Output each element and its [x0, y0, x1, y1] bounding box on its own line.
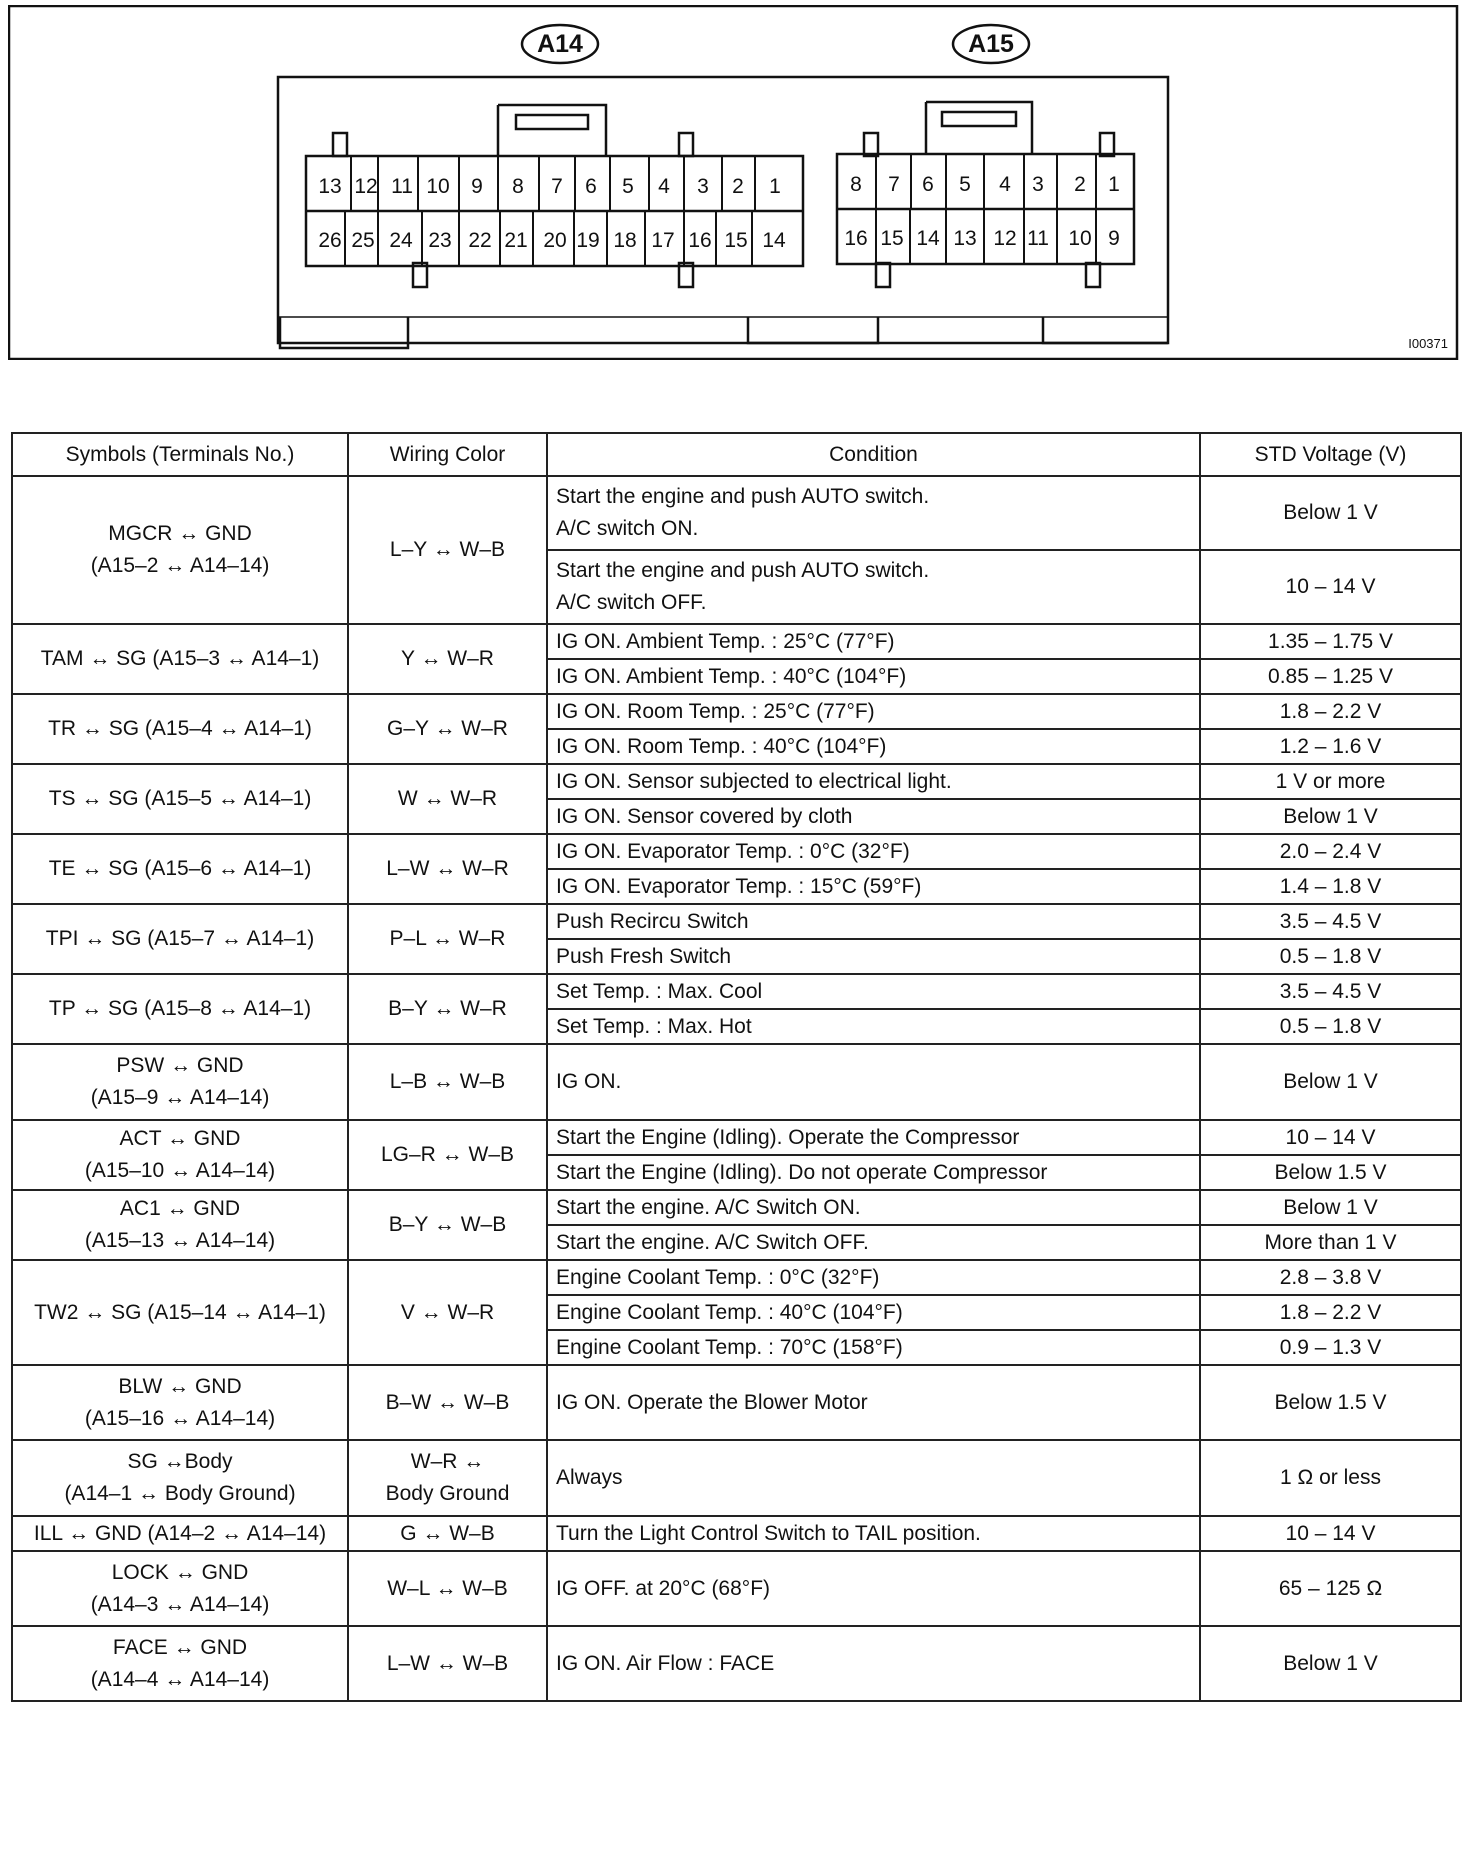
std-voltage-cell: [1200, 624, 1461, 659]
a15-key-tab: [1086, 263, 1100, 287]
condition-cell: [547, 1190, 1200, 1225]
std-voltage-cell: [1200, 1551, 1461, 1626]
symbol-cell: [12, 1044, 348, 1120]
condition-text: Always: [556, 1466, 623, 1489]
std-voltage-cell: [1200, 834, 1461, 869]
condition-cell: [547, 1626, 1200, 1701]
std-voltage-text: 1.35 – 1.75 V: [1268, 629, 1393, 653]
std-voltage-text: Below 1 V: [1283, 501, 1378, 524]
pin-number: 9: [471, 175, 483, 198]
std-voltage-text: 65 – 125 Ω: [1278, 1576, 1383, 1600]
condition-text: Set Temp. : Max. Hot: [556, 1014, 752, 1038]
wiring-color-cell: [348, 834, 547, 904]
pin-number: 4: [999, 173, 1011, 196]
std-voltage-text: 0.5 – 1.8 V: [1279, 944, 1382, 968]
condition-cell: [547, 624, 1200, 659]
symbol-text: TAM ↔ SG (A15–3 ↔ A14–1): [40, 647, 320, 670]
wiring-color-text: L–W ↔ W–B: [386, 1651, 509, 1675]
condition-cell: [547, 729, 1200, 764]
a14-key-tab: [679, 133, 693, 156]
condition-cell: [547, 1551, 1200, 1626]
condition-cell: [547, 904, 1200, 939]
pin-number: 14: [916, 227, 940, 250]
pin-number: 8: [512, 175, 524, 198]
std-voltage-cell: [1200, 1044, 1461, 1120]
condition-text: Push Recircu Switch: [556, 909, 749, 933]
pin-number: 11: [1027, 227, 1049, 250]
symbol-cell: [12, 764, 348, 834]
std-voltage-text: 0.85 – 1.25 V: [1268, 664, 1393, 688]
pin-number: 13: [318, 175, 342, 198]
connector-label-a15: A15: [968, 30, 1014, 58]
condition-cell: [547, 1365, 1200, 1440]
condition-text: IG ON. Evaporator Temp. : 0°C (32°F): [556, 839, 910, 863]
pin-number: 20: [543, 229, 567, 252]
pin-number: 25: [351, 229, 375, 252]
pin-number: 1: [769, 175, 781, 198]
std-voltage-cell: [1200, 764, 1461, 799]
condition-text: IG ON. Sensor covered by cloth: [556, 804, 853, 828]
condition-cell: [547, 1009, 1200, 1044]
std-voltage-cell: [1200, 550, 1461, 624]
header-condition: Condition: [547, 433, 1200, 476]
std-voltage-text: Below 1 V: [1283, 1195, 1378, 1219]
std-voltage-cell: [1200, 939, 1461, 974]
std-voltage-text: 1 V or more: [1275, 769, 1386, 793]
condition-cell: [547, 799, 1200, 834]
pin-number: 23: [428, 229, 452, 252]
table-header-row: [12, 433, 1461, 476]
std-voltage-text: Below 1.5 V: [1274, 1160, 1387, 1184]
std-voltage-cell: [1200, 1190, 1461, 1225]
symbol-text: MGCR ↔ GND (A15–2 ↔ A14–14): [90, 522, 270, 577]
std-voltage-cell: [1200, 1295, 1461, 1330]
pin-number: 10: [1068, 227, 1092, 250]
symbol-text: PSW ↔ GND (A15–9 ↔ A14–14): [90, 1054, 270, 1109]
std-voltage-cell: [1200, 799, 1461, 834]
std-voltage-text: 2.8 – 3.8 V: [1279, 1265, 1382, 1289]
condition-cell: [547, 1440, 1200, 1516]
wiring-color-cell: [348, 1626, 547, 1701]
condition-text: IG ON. Evaporator Temp. : 15°C (59°F): [556, 874, 922, 898]
symbol-text: TE ↔ SG (A15–6 ↔ A14–1): [48, 857, 312, 880]
std-voltage-cell: [1200, 869, 1461, 904]
std-voltage-text: 0.9 – 1.3 V: [1279, 1335, 1382, 1359]
pin-number: 14: [762, 229, 786, 252]
wiring-color-text: L–Y ↔ W–B: [389, 538, 506, 561]
pin-number: 8: [850, 173, 862, 196]
condition-text: Engine Coolant Temp. : 40°C (104°F): [556, 1300, 903, 1324]
pin-number: 15: [880, 227, 904, 250]
wiring-color-cell: [348, 1120, 547, 1190]
table-row: [12, 1044, 1461, 1120]
std-voltage-text: 10 – 14 V: [1285, 575, 1376, 598]
condition-cell: [547, 939, 1200, 974]
std-voltage-cell: [1200, 1260, 1461, 1295]
a15-key-tab: [876, 263, 890, 287]
table-row: [12, 1190, 1461, 1225]
wiring-color-text: B–W ↔ W–B: [385, 1390, 510, 1414]
header-symbols: Symbols (Terminals No.): [12, 433, 348, 476]
symbol-cell: [12, 1365, 348, 1440]
pin-number: 22: [468, 229, 492, 252]
condition-text: IG ON. Operate the Blower Motor: [556, 1390, 868, 1414]
pin-number: 18: [613, 229, 637, 252]
wiring-color-text: G–Y ↔ W–R: [387, 717, 508, 740]
table-row: [12, 764, 1461, 799]
wiring-color-cell: [348, 1044, 547, 1120]
symbol-cell: [12, 694, 348, 764]
std-voltage-text: 1.8 – 2.2 V: [1279, 1300, 1382, 1324]
condition-text: Start the engine. A/C Switch ON.: [556, 1195, 861, 1219]
symbol-text: AC1 ↔ GND (A15–13 ↔ A14–14): [84, 1197, 276, 1252]
std-voltage-text: 1.4 – 1.8 V: [1279, 874, 1382, 898]
condition-cell: [547, 659, 1200, 694]
pin-number: 26: [318, 229, 342, 252]
table-row: [12, 974, 1461, 1009]
pin-number: 3: [1032, 173, 1044, 196]
condition-text: Start the Engine (Idling). Operate the Compressor: [556, 1125, 1020, 1149]
symbol-text: LOCK ↔ GND (A14–3 ↔ A14–14): [90, 1560, 270, 1616]
wiring-color-cell: [348, 1365, 547, 1440]
pin-number: 7: [888, 173, 900, 196]
wiring-color-text: L–B ↔ W–B: [389, 1070, 506, 1093]
std-voltage-cell: [1200, 1120, 1461, 1155]
wiring-color-cell: [348, 624, 547, 694]
std-voltage-cell: [1200, 729, 1461, 764]
table-row: [12, 1551, 1461, 1626]
wiring-color-cell: [348, 1516, 547, 1551]
condition-cell: [547, 1120, 1200, 1155]
wiring-color-cell: [348, 1260, 547, 1365]
wiring-color-text: LG–R ↔ W–B: [380, 1143, 515, 1166]
symbol-text: SG ↔Body (A14–1 ↔ Body Ground): [64, 1450, 296, 1505]
std-voltage-cell: [1200, 1330, 1461, 1365]
condition-text: Turn the Light Control Switch to TAIL position.: [556, 1521, 981, 1545]
pin-number: 16: [844, 227, 868, 250]
condition-cell: [547, 764, 1200, 799]
condition-text: Start the Engine (Idling). Do not operate Compressor: [556, 1160, 1048, 1184]
a14-latch-slot: [516, 115, 588, 129]
symbol-text: BLW ↔ GND (A15–16 ↔ A14–14): [84, 1374, 276, 1430]
wiring-color-text: L–W ↔ W–R: [386, 857, 509, 880]
symbol-text: TW2 ↔ SG (A15–14 ↔ A14–1): [34, 1300, 326, 1324]
std-voltage-text: Below 1 V: [1283, 804, 1378, 828]
pin-number: 19: [576, 229, 600, 252]
condition-text: IG ON. Ambient Temp. : 40°C (104°F): [556, 664, 907, 688]
std-voltage-text: 10 – 14 V: [1285, 1521, 1376, 1545]
std-voltage-cell: [1200, 904, 1461, 939]
pin-number: 5: [959, 173, 971, 196]
std-voltage-text: 3.5 – 4.5 V: [1279, 979, 1382, 1003]
condition-text: Set Temp. : Max. Cool: [556, 979, 763, 1003]
symbol-text: ACT ↔ GND (A15–10 ↔ A14–14): [84, 1127, 276, 1182]
wiring-color-text: W–L ↔ W–B: [387, 1576, 508, 1600]
symbol-cell: [12, 834, 348, 904]
std-voltage-text: 1.2 – 1.6 V: [1279, 734, 1382, 758]
condition-cell: [547, 1225, 1200, 1260]
symbol-cell: [12, 1626, 348, 1701]
condition-text: IG ON. Room Temp. : 25°C (77°F): [556, 699, 875, 723]
condition-text: Engine Coolant Temp. : 70°C (158°F): [556, 1335, 903, 1359]
symbol-text: TPI ↔ SG (A15–7 ↔ A14–1): [45, 927, 315, 950]
wiring-color-text: P–L ↔ W–R: [389, 927, 506, 950]
std-voltage-text: Below 1 V: [1283, 1651, 1378, 1675]
std-voltage-text: 1.8 – 2.2 V: [1279, 699, 1382, 723]
condition-cell: [547, 1330, 1200, 1365]
std-voltage-cell: [1200, 1225, 1461, 1260]
std-voltage-text: 0.5 – 1.8 V: [1279, 1014, 1382, 1038]
pin-number: 2: [1074, 173, 1086, 196]
symbol-cell: [12, 1551, 348, 1626]
condition-text: IG OFF. at 20°C (68°F): [556, 1576, 771, 1600]
table-row: [12, 1626, 1461, 1701]
condition-text: IG ON. Ambient Temp. : 25°C (77°F): [556, 629, 895, 653]
symbol-text: TP ↔ SG (A15–8 ↔ A14–1): [48, 997, 312, 1020]
table-row: [12, 624, 1461, 659]
condition-text: IG ON. Room Temp. : 40°C (104°F): [556, 734, 887, 758]
pin-number: 12: [993, 227, 1017, 250]
std-voltage-cell: [1200, 1009, 1461, 1044]
pin-number: 17: [651, 229, 675, 252]
condition-cell: [547, 1155, 1200, 1190]
std-voltage-cell: [1200, 974, 1461, 1009]
condition-text: IG ON.: [556, 1070, 622, 1093]
pin-number: 16: [688, 229, 712, 252]
std-voltage-cell: [1200, 1440, 1461, 1516]
condition-text: Start the engine. A/C Switch OFF.: [556, 1230, 869, 1254]
std-voltage-cell: [1200, 1365, 1461, 1440]
pin-number: 10: [426, 175, 450, 198]
pin-number: 7: [551, 175, 563, 198]
table-row: [12, 694, 1461, 729]
header-wiring-color: Wiring Color: [348, 433, 547, 476]
std-voltage-text: 1 Ω or less: [1280, 1466, 1381, 1489]
wiring-color-text: B–Y ↔ W–B: [388, 1213, 507, 1236]
std-voltage-cell: [1200, 1155, 1461, 1190]
a15-key-tab: [1100, 133, 1114, 156]
condition-cell: [547, 1044, 1200, 1120]
wiring-color-cell: [348, 1190, 547, 1260]
std-voltage-text: 3.5 – 4.5 V: [1279, 909, 1382, 933]
figure-code: I00371: [1408, 336, 1448, 351]
pin-number: 13: [953, 227, 977, 250]
symbol-cell: [12, 1260, 348, 1365]
a15-latch-slot: [942, 112, 1016, 126]
condition-text: Engine Coolant Temp. : 0°C (32°F): [556, 1265, 880, 1289]
condition-cell: [547, 869, 1200, 904]
condition-text: IG ON. Air Flow : FACE: [556, 1651, 775, 1675]
pin-number: 5: [622, 175, 634, 198]
table-row: [12, 1120, 1461, 1155]
condition-cell: [547, 1516, 1200, 1551]
wiring-color-cell: [348, 974, 547, 1044]
connector-diagram: [8, 5, 1460, 360]
pin-number: 11: [391, 175, 413, 198]
wiring-color-cell: [348, 476, 547, 624]
symbol-cell: [12, 904, 348, 974]
table-row: [12, 1365, 1461, 1440]
condition-cell: [547, 1260, 1200, 1295]
condition-text: Start the engine and push AUTO switch. A/C switch ON.: [556, 485, 930, 540]
condition-cell: [547, 974, 1200, 1009]
connector-label-a14: A14: [537, 30, 583, 58]
std-voltage-cell: [1200, 659, 1461, 694]
std-voltage-cell: [1200, 476, 1461, 550]
wiring-color-text: B–Y ↔ W–R: [388, 997, 507, 1020]
condition-cell: [547, 476, 1200, 550]
pin-number: 15: [724, 229, 748, 252]
symbol-cell: [12, 1120, 348, 1190]
std-voltage-text: 10 – 14 V: [1285, 1125, 1376, 1149]
pin-number: 3: [697, 175, 709, 198]
symbol-cell: [12, 476, 348, 624]
wiring-color-cell: [348, 904, 547, 974]
table-row: [12, 1516, 1461, 1551]
a15-key-tab: [864, 133, 878, 156]
pin-number: 1: [1108, 173, 1120, 196]
symbol-text: ILL ↔ GND (A14–2 ↔ A14–14): [33, 1521, 327, 1545]
condition-text: IG ON. Sensor subjected to electrical light.: [556, 769, 952, 793]
condition-cell: [547, 550, 1200, 624]
wiring-color-cell: [348, 694, 547, 764]
condition-text: Push Fresh Switch: [556, 944, 732, 968]
symbol-cell: [12, 1190, 348, 1260]
table-row: [12, 1260, 1461, 1295]
wiring-color-text: W–R ↔ Body Ground: [385, 1450, 510, 1505]
std-voltage-cell: [1200, 1516, 1461, 1551]
header-std-voltage: STD Voltage (V): [1200, 433, 1461, 476]
voltage-spec-table: [11, 432, 1462, 1702]
symbol-text: FACE ↔ GND (A14–4 ↔ A14–14): [90, 1635, 270, 1691]
table-row: [12, 904, 1461, 939]
std-voltage-text: Below 1.5 V: [1274, 1390, 1387, 1414]
std-voltage-cell: [1200, 694, 1461, 729]
table-row: [12, 834, 1461, 869]
table-row: [12, 1440, 1461, 1516]
pin-number: 6: [585, 175, 597, 198]
pin-number: 2: [732, 175, 744, 198]
condition-cell: [547, 1295, 1200, 1330]
symbol-cell: [12, 974, 348, 1044]
symbol-cell: [12, 1516, 348, 1551]
condition-cell: [547, 694, 1200, 729]
pin-number: 24: [389, 229, 413, 252]
pin-number: 12: [354, 175, 378, 198]
wiring-color-text: Y ↔ W–R: [401, 647, 494, 670]
std-voltage-text: 2.0 – 2.4 V: [1279, 839, 1382, 863]
a14-key-tab: [333, 133, 347, 156]
symbol-cell: [12, 1440, 348, 1516]
wiring-color-text: G ↔ W–B: [400, 1521, 495, 1545]
table-row: [12, 476, 1461, 550]
wiring-color-text: V ↔ W–R: [400, 1300, 495, 1324]
symbol-text: TS ↔ SG (A15–5 ↔ A14–1): [48, 787, 312, 810]
pin-number: 6: [922, 173, 934, 196]
std-voltage-text: More than 1 V: [1264, 1230, 1397, 1254]
wiring-color-text: W ↔ W–R: [397, 787, 498, 810]
condition-cell: [547, 834, 1200, 869]
condition-text: Start the engine and push AUTO switch. A/C switch OFF.: [556, 559, 930, 614]
pin-number: 21: [504, 229, 528, 252]
a15-latch: [926, 102, 1032, 153]
wiring-color-cell: [348, 1440, 547, 1516]
pin-number: 9: [1108, 227, 1120, 250]
std-voltage-cell: [1200, 1626, 1461, 1701]
std-voltage-text: Below 1 V: [1283, 1070, 1378, 1093]
pin-number: 4: [658, 175, 670, 198]
wiring-color-cell: [348, 1551, 547, 1626]
symbol-text: TR ↔ SG (A15–4 ↔ A14–1): [48, 717, 312, 740]
wiring-color-cell: [348, 764, 547, 834]
symbol-cell: [12, 624, 348, 694]
